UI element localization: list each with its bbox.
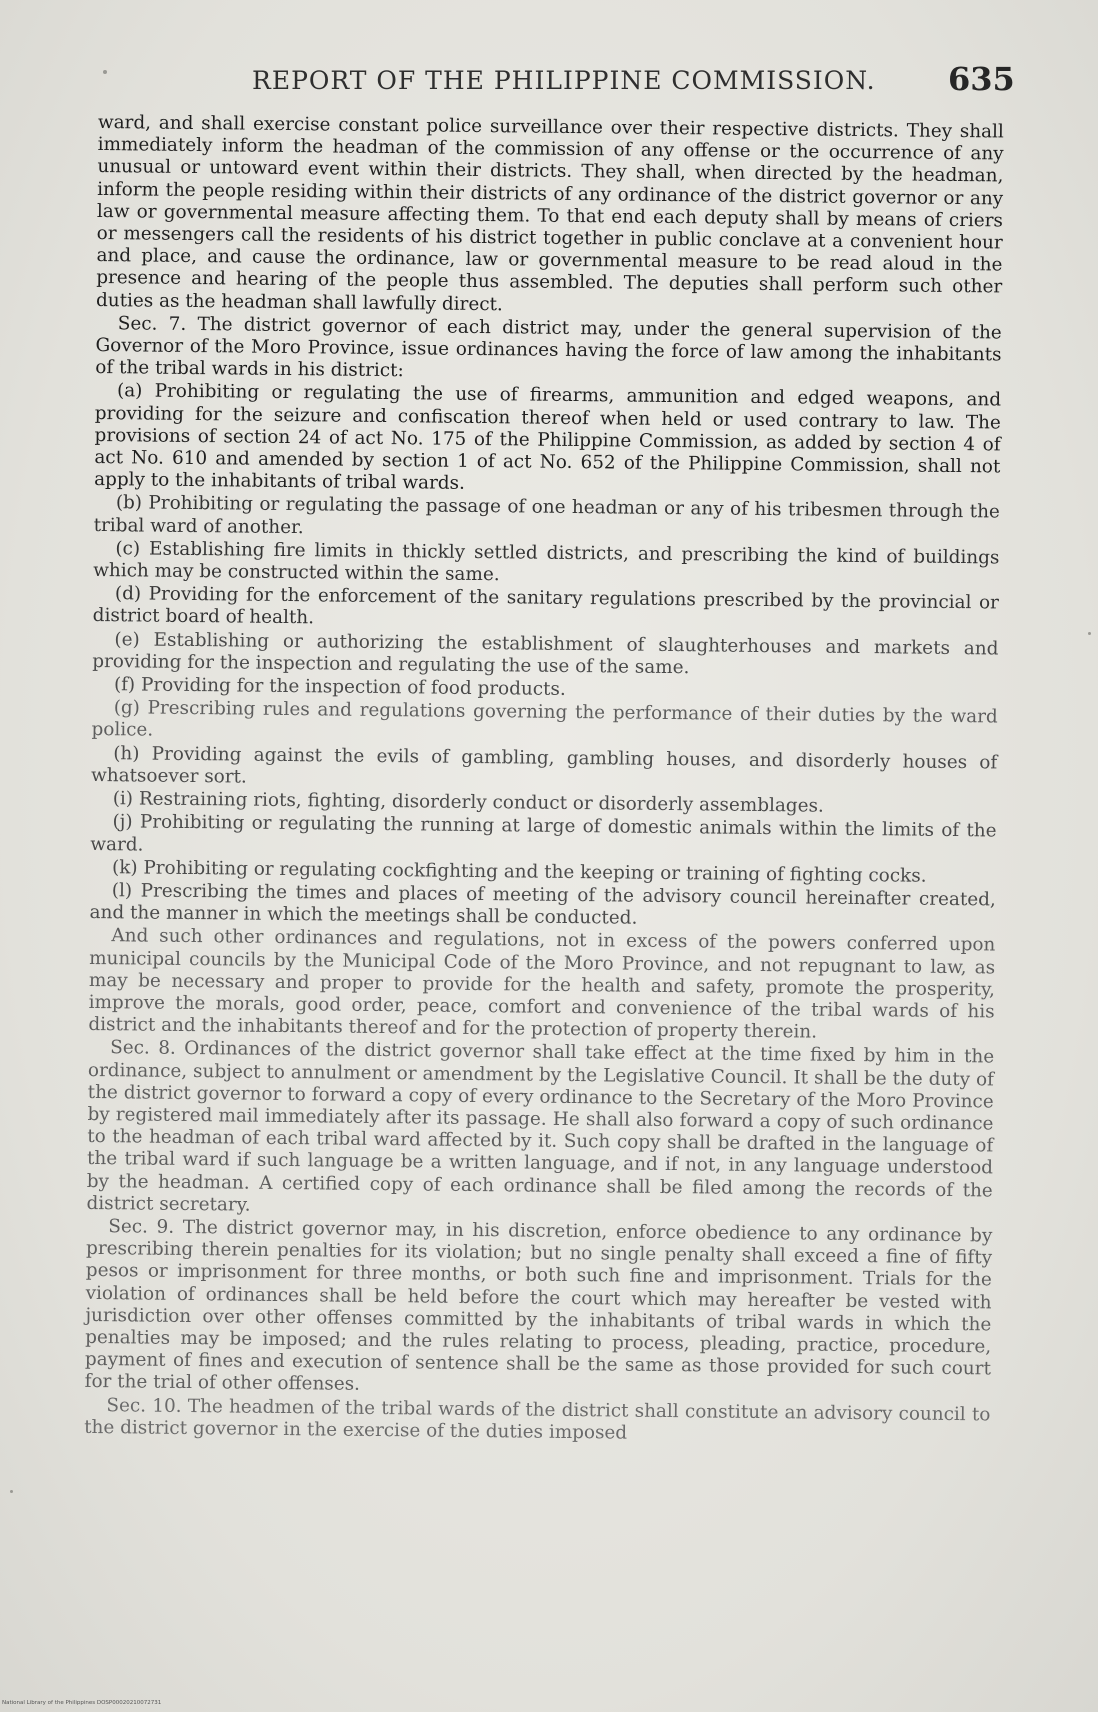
paper-speck	[1088, 632, 1091, 635]
paragraph-clause-j: (j) Prohibiting or regulating the running at large of domestic animals within the limits of the ward.	[90, 811, 997, 856]
paper-speck	[10, 1490, 13, 1493]
paragraph-clause-b: (b) Prohibiting or regulating the passage of one headman or any of his tribesmen through the tribal ward of another.	[93, 492, 1000, 538]
page-header	[0, 58, 1098, 108]
page-number: 635	[948, 60, 1015, 98]
paragraph-clause-c: (c) Establishing fire limits in thickly settled districts, and prescribing the kind of buildings which may be constructed within the same.	[93, 538, 1000, 586]
paragraph-sec-9: Sec. 9. The district governor may, in his discretion, enforce obedience to any ordinance by prescribing therein penalties for its violation; but no single penalty shall exceed a fine of fifty pesos or imprisonment for three months, or both such fine and imprisonment. Trials for the violation of ordinances shall be held before the court which may hereafter be vested with jurisdiction over other offenses committed by the inhabitants of tribal wards in which the penalties may be imposed; and the rules relating to process, pleading, practice, procedure, payment of fines and execution of sentence shall be the same as those provided for such court for the trial of other offenses.	[84, 1216, 993, 1396]
paragraph-continuation: ward, and shall exercise constant police surveillance over their respective districts. They shall immediately inform the headman of the commission of any offense or the occurrence of any unusual or untoward event within their districts. They shall, when directed by the headman, inform the people residing within their districts of any ordinance of the district governor or any law or governmental measure affecting them. To that end each deputy shall by means of criers or messengers call the residents of his district together in public conclave at a convenient hour and place, and cause the ordinance, law or governmental measure to be read aloud in the presence and hearing of the people thus assembled. The deputies shall perform such other duties as the headman shall lawfully direct.	[95, 112, 1004, 315]
running-head: REPORT OF THE PHILIPPINE COMMISSION.	[252, 66, 876, 95]
paragraph-clause-h: (h) Providing against the evils of gambling, gambling houses, and disorderly houses of whatsoever sort.	[90, 742, 998, 788]
paragraph-sec-10: Sec. 10. The headmen of the tribal wards of the district shall constitute an advisory council to the district governor in the exercise of the duties imposed	[84, 1394, 991, 1444]
paragraph-sec-7: Sec. 7. The district governor of each district may, under the general supervision of the Governor of the Moro Province, issue ordinances having the force of law among the inhabitants of the tribal wards in his district:	[95, 313, 1002, 382]
paragraph-clause-a: (a) Prohibiting or regulating the use of firearms, ammunition and edged weapons, and providing for the seizure and confiscation thereof when held or used contrary to law. The provisions of section 24 of act No. 175 of the Philippine Commission, as added by section 4 of act No. 610 and amended by section 1 of act No. 652 of the Philippine Commission, shall not apply to the inhabitants of tribal wards.	[94, 380, 1002, 495]
paragraph-sec-8: Sec. 8. Ordinances of the district governor shall take effect at the time fixed by him in the ordinance, subject to annulment or amendment by the Legislative Council. It shall be the duty of the district governor to forward a copy of every ordinance to the Secretary of the Moro Province by registered mail immediately after its passage. He shall also forward a copy of such ordinance to the headman of each tribal ward affected by it. Such copy shall be drafted in the language of the tribal ward if such language be a written language, and if not, in any language understood by the headman. A certified copy of each ordinance shall be filed among the records of the district secretary.	[86, 1037, 995, 1216]
paragraph-other-ordinances: And such other ordinances and regulations, not in excess of the powers conferred upon municipal councils by the Municipal Code of the Moro Province, and not repugnant to law, as may be necessary and proper to provide for the health and safety, promote the prosperity, improve the morals, good order, peace, comfort and convenience of the tribal wards of his district and the inhabitants thereof and for the protection of property therein.	[88, 925, 996, 1043]
paragraph-clause-l: (l) Prescribing the times and places of meeting of the advisory council hereinafter created, and the manner in which the meetings shall be conducted.	[89, 880, 996, 929]
paragraph-clause-i: (i) Restraining riots, fighting, disorderly conduct or disorderly assemblages.	[112, 788, 824, 817]
paragraph-clause-d: (d) Providing for the enforcement of the sanitary regulations prescribed by the provincial or district board of health.	[92, 583, 1000, 629]
paragraph-clause-e: (e) Establishing or authorizing the establishment of slaughterhouses and markets and providing for the inspection and regulating the use of the same.	[92, 628, 999, 679]
paragraph-clause-k: (k) Prohibiting or regulating cockfighting and the keeping or training of fighting cocks.	[111, 856, 927, 887]
scan-credit: National Library of the Philippines DOSP00020210072731	[2, 1700, 162, 1706]
paper-speck	[103, 70, 107, 74]
paragraph-clause-f: (f) Providing for the inspection of food products.	[113, 674, 566, 701]
body-text	[84, 112, 1004, 1449]
paragraph-clause-g: (g) Prescribing rules and regulations governing the performance of their duties by the ward police.	[91, 697, 998, 742]
